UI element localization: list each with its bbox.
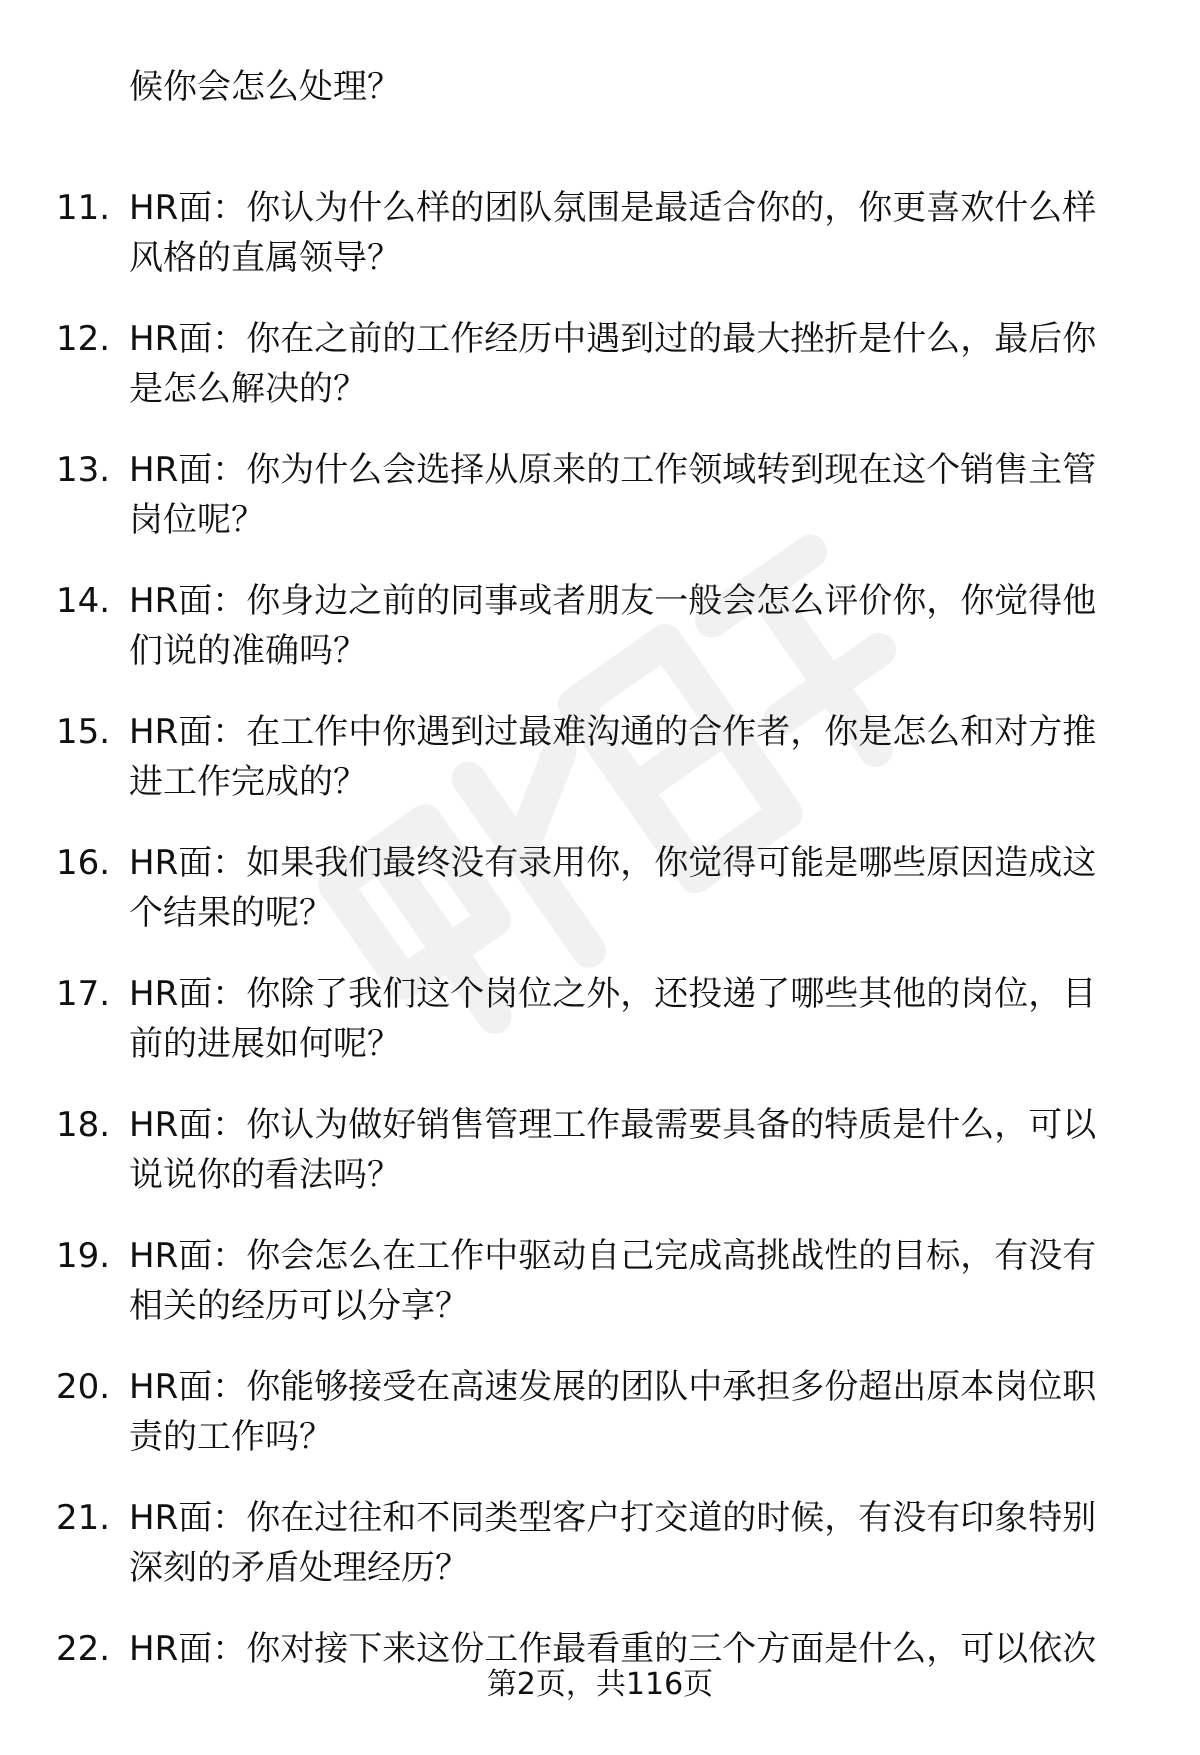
question-item	[0, 1362, 1200, 1493]
question-text: HR面：在工作中你遇到过最难沟通的合作者，你是怎么和对方推 进工作完成的？	[129, 712, 1097, 802]
question-text: HR面：你在过往和不同类型客户打交道的时候，有没有印象特别 深刻的矛盾处理经历？	[129, 1498, 1097, 1588]
question-text: HR面：你能够接受在高速发展的团队中承担多份超出原本岗位职 责的工作吗？	[129, 1367, 1097, 1457]
question-item	[0, 445, 1200, 576]
question-number: 17.	[56, 974, 111, 1014]
question-item	[0, 1231, 1200, 1362]
question-number: 16.	[56, 843, 111, 883]
question-item	[0, 969, 1200, 1100]
question-item	[0, 838, 1200, 969]
question-item	[0, 1100, 1200, 1231]
question-item	[0, 576, 1200, 707]
question-list	[0, 62, 1200, 1755]
question-number: 15.	[56, 712, 111, 752]
question-number: 19.	[56, 1236, 111, 1276]
question-text: HR面：你为什么会选择从原来的工作领域转到现在这个销售主管 岗位呢？	[129, 450, 1097, 540]
question-text: HR面：你认为什么样的团队氛围是最适合你的，你更喜欢什么样 风格的直属领导？	[129, 188, 1097, 278]
question-text: HR面：你身边之前的同事或者朋友一般会怎么评价你，你觉得他 们说的准确吗？	[129, 581, 1097, 671]
question-text: HR面：你对接下来这份工作最看重的三个方面是什么，可以依次	[129, 1629, 1097, 1669]
question-text: HR面：你在之前的工作经历中遇到过的最大挫折是什么，最后你 是怎么解决的？	[129, 319, 1097, 409]
question-number: 18.	[56, 1105, 111, 1145]
question-number: 20.	[56, 1367, 111, 1407]
question-item	[0, 314, 1200, 445]
question-text: HR面：你认为做好销售管理工作最需要具备的特质是什么，可以 说说你的看法吗？	[129, 1105, 1097, 1195]
question-item	[0, 707, 1200, 838]
question-item	[0, 1493, 1200, 1624]
question-number: 14.	[56, 581, 111, 621]
question-number: 22.	[56, 1629, 111, 1669]
question-item	[0, 183, 1200, 314]
question-text: HR面：你会怎么在工作中驱动自己完成高挑战性的目标，有没有 相关的经历可以分享？	[129, 1236, 1097, 1326]
continuation-line: 候你会怎么处理？	[129, 67, 401, 107]
question-number: 11.	[56, 188, 111, 228]
question-number: 13.	[56, 450, 111, 490]
question-text: HR面：你除了我们这个岗位之外，还投递了哪些其他的岗位，目 前的进展如何呢？	[129, 974, 1097, 1064]
question-number: 12.	[56, 319, 111, 359]
question-text: HR面：如果我们最终没有录用你，你觉得可能是哪些原因造成这 个结果的呢？	[129, 843, 1097, 933]
question-number: 21.	[56, 1498, 111, 1538]
page-footer: 第2页，共116页	[486, 1667, 714, 1702]
